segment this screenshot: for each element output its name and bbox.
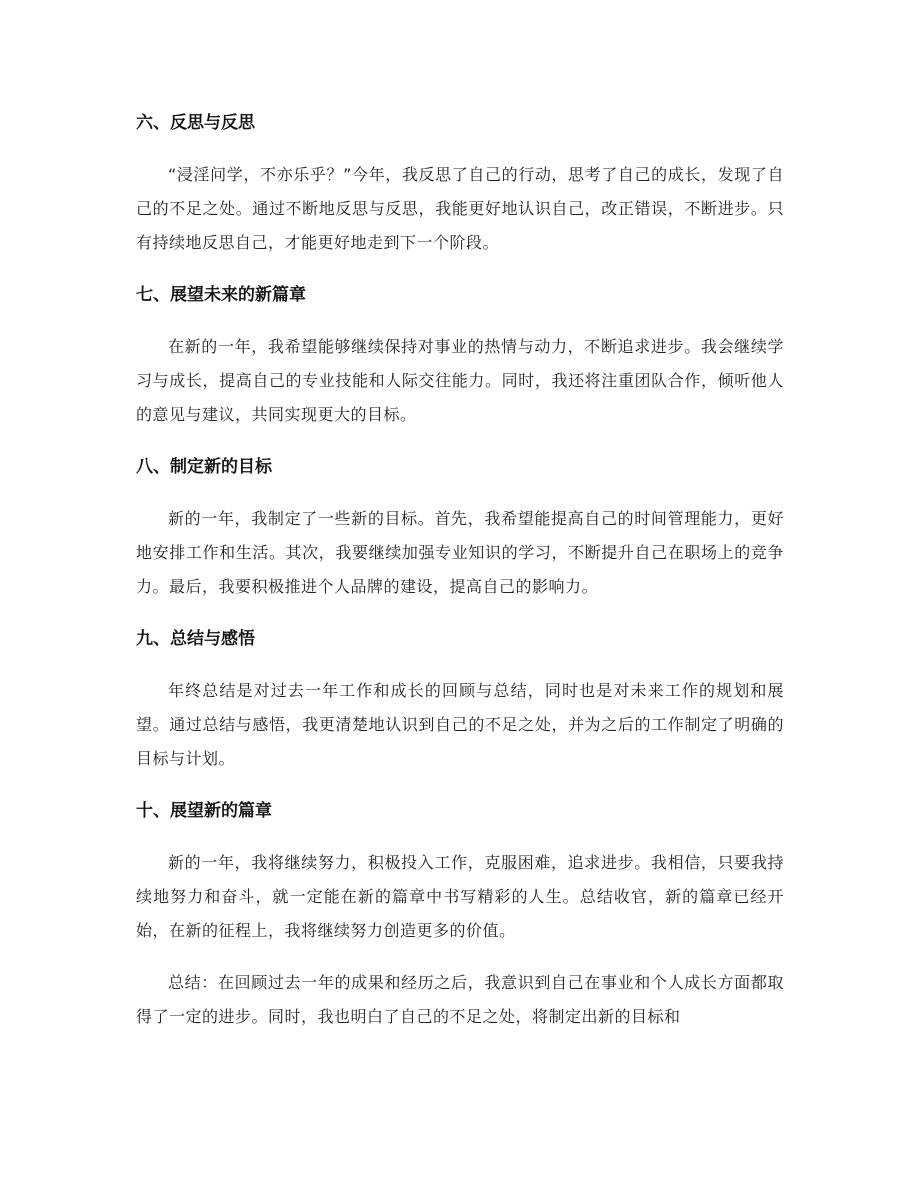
section-9 (136, 622, 784, 776)
section-heading: 十、展望新的篇章 (136, 801, 272, 821)
section-7 (136, 278, 784, 432)
section-heading: 六、反思与反思 (136, 113, 255, 133)
summary-paragraph: 总结：在回顾过去一年的成果和经历之后，我意识到自己在事业和个人成长方面都取得了一定的进步。同时，我也明白了自己的不足之处，将制定出新的目标和 (136, 973, 784, 1026)
section-8 (136, 450, 784, 604)
section-6 (136, 106, 784, 260)
section-heading: 八、制定新的目标 (136, 457, 272, 477)
section-paragraph: 新的一年，我制定了一些新的目标。首先，我希望能提高自己的时间管理能力，更好地安排工作和生活。其次，我要继续加强专业知识的学习，不断提升自己在职场上的竞争力。最后，我要积极推进个人品牌的建设，提高自己的影响力。 (136, 509, 784, 596)
section-heading: 九、总结与感悟 (136, 629, 255, 649)
section-paragraph: 在新的一年，我希望能够继续保持对事业的热情与动力，不断追求进步。我会继续学习与成长，提高自己的专业技能和人际交往能力。同时，我还将注重团队合作，倾听他人的意见与建议，共同实现更大的目标。 (136, 337, 784, 424)
section-10 (136, 794, 784, 1034)
section-paragraph: “浸淫问学，不亦乐乎？”今年，我反思了自己的行动，思考了自己的成长，发现了自己的不足之处。通过不断地反思与反思，我能更好地认识自己，改正错误，不断进步。只有持续地反思自己，才能更好地走到下一个阶段。 (136, 165, 784, 252)
section-paragraph: 新的一年，我将继续努力，积极投入工作，克服困难，追求进步。我相信，只要我持续地努力和奋斗，就一定能在新的篇章中书写精彩的人生。总结收官，新的篇章已经开始，在新的征程上，我将继续努力创造更多的价值。 (136, 853, 784, 940)
document-body (136, 106, 784, 1052)
section-heading: 七、展望未来的新篇章 (136, 285, 306, 305)
section-paragraph: 年终总结是对过去一年工作和成长的回顾与总结，同时也是对未来工作的规划和展望。通过总结与感悟，我更清楚地认识到自己的不足之处，并为之后的工作制定了明确的目标与计划。 (136, 681, 784, 768)
